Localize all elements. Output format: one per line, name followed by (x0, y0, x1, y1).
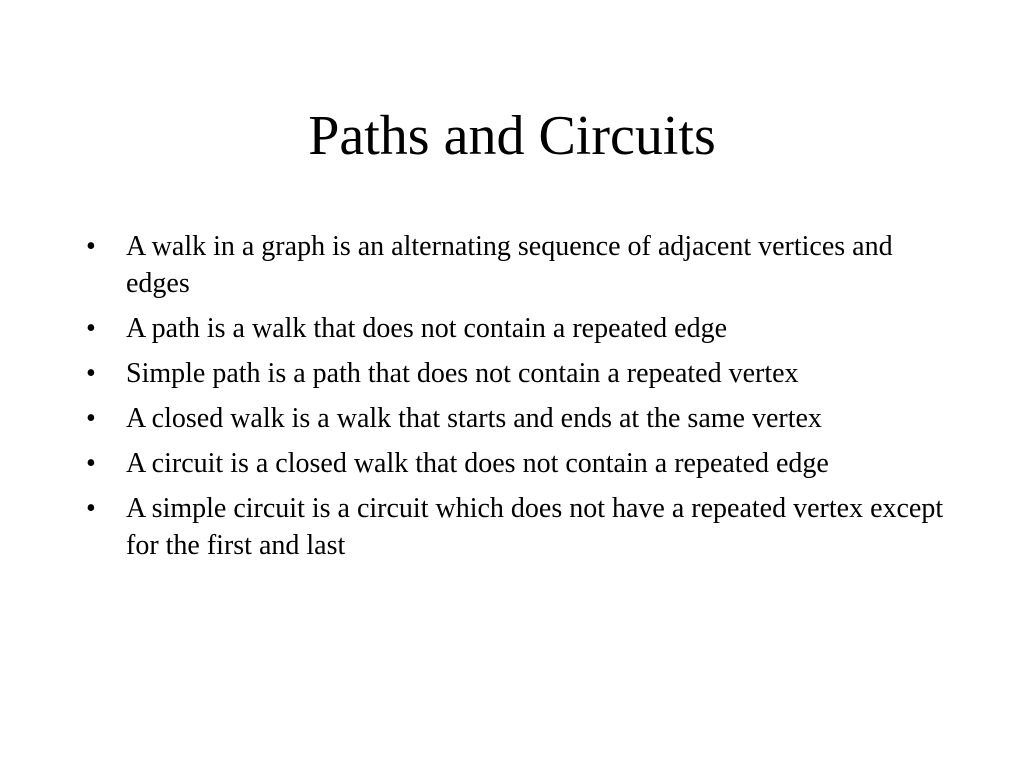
bullet-item (86, 310, 946, 347)
bullet-dot-icon: • (86, 448, 96, 479)
slide-title: Paths and Circuits (308, 105, 716, 167)
bullet-text: Simple path is a path that does not contain a repeated vertex (126, 358, 799, 389)
bullet-dot-icon: • (86, 231, 96, 262)
bullet-list (86, 228, 946, 572)
bullet-text: A circuit is a closed walk that does not contain a repeated edge (126, 448, 829, 479)
bullet-dot-icon: • (86, 358, 96, 389)
bullet-dot-icon: • (86, 313, 96, 344)
bullet-text: A closed walk is a walk that starts and ends at the same vertex (126, 403, 822, 434)
bullet-item (86, 400, 946, 437)
bullet-item (86, 445, 946, 482)
bullet-dot-icon: • (86, 493, 96, 524)
bullet-dot-icon: • (86, 403, 96, 434)
bullet-text: A simple circuit is a circuit which does not have a repeated vertex except for the first and last (126, 493, 944, 561)
bullet-item (86, 490, 946, 564)
bullet-item (86, 355, 946, 392)
bullet-item (86, 228, 946, 302)
bullet-text: A walk in a graph is an alternating sequence of adjacent vertices and edges (126, 231, 893, 299)
bullet-text: A path is a walk that does not contain a repeated edge (126, 313, 728, 344)
